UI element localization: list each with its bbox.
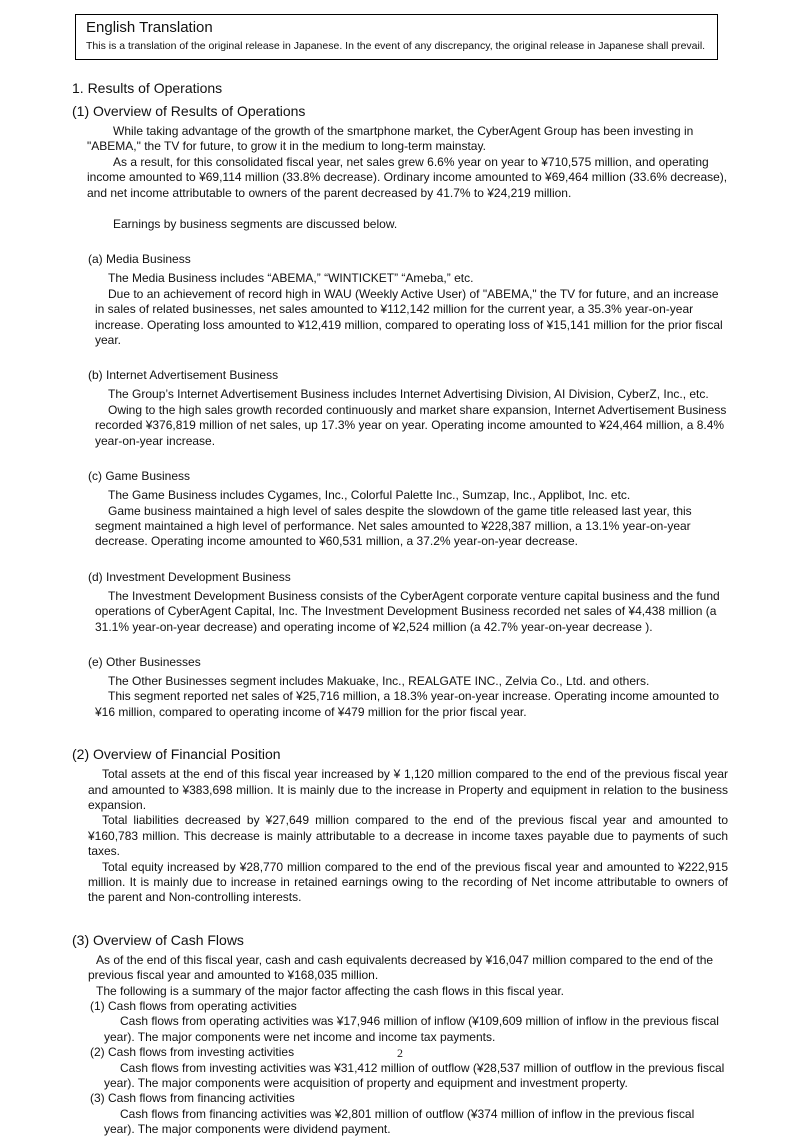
cash-flow-item-heading: (2) Cash flows from investing activities <box>90 1045 295 1060</box>
subsection-heading-overview: (1) Overview of Results of Operations <box>72 103 306 119</box>
segment-paragraph: Owing to the high sales growth recorded continuously and market share expansion, Internet Advertisement Business recorded ¥376,819 million of net sales, up 17.3% year on year. Operating income amounted to ¥24,464 million, a 8.4% year-on-year increase. <box>95 402 727 448</box>
cash-flow-item-body: Cash flows from operating activities was ¥17,946 million of inflow (¥109,609 million of inflow in the previous fiscal year). The major components were net income and income tax payments. <box>104 1014 719 1044</box>
segment-media <box>72 252 728 348</box>
segment-paragraph: The Other Businesses segment includes Makuake, Inc., REALGATE INC., Zelvia Co., Ltd. and others. <box>108 673 650 688</box>
segment-heading: (e) Other Businesses <box>88 654 201 669</box>
cash-flow-item-operating <box>72 999 728 1045</box>
segment-other-businesses <box>72 655 728 720</box>
segment-paragraph: The Game Business includes Cygames, Inc., Colorful Palette Inc., Sumzap, Inc., Applibot, Inc. etc. <box>108 488 631 503</box>
translation-note: This is a translation of the original release in Japanese. In the event of any discrepancy, the original release in Japanese shall prevail. <box>86 40 706 52</box>
segment-internet-advertisement <box>72 368 728 449</box>
segment-paragraph: Due to an achievement of record high in WAU (Weekly Active User) of "ABEMA," the TV for future, and an increase in sales of related businesses, net sales amounted to ¥112,142 million for the current year, a 35.3% year-on-year increase. Operating loss amounted to ¥12,419 million, compared to operating loss of ¥15,141 million for the prior fiscal year. <box>95 286 723 348</box>
segment-game <box>72 469 728 550</box>
cash-flow-item-body: Cash flows from financing activities was ¥2,801 million of outflow (¥374 million of inflow in the previous fiscal year). The major components were dividend payment. <box>104 1106 695 1137</box>
segment-paragraph: This segment reported net sales of ¥25,716 million, a 18.3% year-on-year increase. Operating income amounted to ¥16 million, compared to operating income of ¥479 million for the prior fiscal year. <box>95 689 720 719</box>
subsection-heading-cash-flows: (3) Overview of Cash Flows <box>72 931 244 948</box>
segment-paragraph: The Media Business includes “ABEMA,” “WINTICKET” “Ameba,” etc. <box>108 271 474 286</box>
financial-position-paragraph: Total equity increased by ¥28,770 million compared to the end of the previous fiscal year and amounted to ¥222,915 million. It is mainly due to increase in retained earnings owing to the recording of Net income attributable to owners of the parent and Non-controlling interests. <box>88 859 728 905</box>
segment-heading: (d) Investment Development Business <box>88 569 291 584</box>
segment-heading: (a) Media Business <box>88 252 191 267</box>
segment-paragraph: Game business maintained a high level of sales despite the slowdown of the game title released last year, this segment maintained a high level of performance. Net sales amounted to ¥228,387 million, a 13.1% year-on-year decrease. Operating income amounted to ¥60,531 million, a 37.2% year-on-year decrease. <box>95 503 692 549</box>
overview-paragraph: Earnings by business segments are discussed below. <box>113 217 398 232</box>
subsection-heading-financial-position: (2) Overview of Financial Position <box>72 746 281 763</box>
segment-heading: (c) Game Business <box>88 469 191 484</box>
overview-paragraph: As a result, for this consolidated fiscal year, net sales grew 6.6% year on year to ¥710,575 million, and operating income amounted to ¥69,114 million (33.8% decrease). Ordinary income amounted to ¥69,464 million (33.6% decrease), and net income attributable to owners of the parent decreased by 41.7% to ¥24,219 million. <box>87 154 728 200</box>
cash-flow-item-heading: (3) Cash flows from financing activities <box>90 1091 295 1106</box>
cash-flow-item-heading: (1) Cash flows from operating activities <box>90 999 297 1014</box>
translation-title: English Translation <box>86 19 213 36</box>
segment-paragraph: The Group’s Internet Advertisement Business includes Internet Advertising Division, AI Division, CyberZ, Inc., etc. <box>108 387 709 402</box>
page-number: 2 <box>397 1046 403 1060</box>
section-heading-results: 1. Results of Operations <box>72 80 223 96</box>
segment-heading: (b) Internet Advertisement Business <box>88 368 279 383</box>
financial-position-paragraph: Total assets at the end of this fiscal year increased by ¥ 1,120 million compared to the end of the previous fiscal year and amounted to ¥383,698 million. It is mainly due to the increase in Property and equipment in relation to the business expansion. <box>88 767 728 812</box>
cash-flows-intro: As of the end of this fiscal year, cash and cash equivalents decreased by ¥16,047 million compared to the end of the previous fiscal year and amounted to ¥168,035 million. <box>88 952 714 983</box>
segment-paragraph: The Investment Development Business consists of the CyberAgent corporate venture capital business and the fund operations of CyberAgent Capital, Inc. The Investment Development Business recorded net sales of ¥4,438 million (a 31.1% year-on-year decrease) and operating income of ¥2,524 million (a 42.7% year-on-year decrease ). <box>95 588 720 634</box>
cash-flows-intro: The following is a summary of the major factor affecting the cash flows in this fiscal year. <box>96 983 564 998</box>
segment-investment-development <box>72 570 728 635</box>
overview-paragraph: While taking advantage of the growth of the smartphone market, the CyberAgent Group has been investing in "ABEMA," the TV for future, to grow it in the medium to long-term mainstay. <box>87 124 694 154</box>
translation-header-box <box>75 14 718 60</box>
financial-position-paragraph: Total liabilities decreased by ¥27,649 million compared to the end of the previous fiscal year and amounted to ¥160,783 million. This decrease is mainly attributable to a decrease in income taxes payable due to payments of such taxes. <box>88 813 728 859</box>
cash-flow-item-body: Cash flows from investing activities was ¥31,412 million of outflow (¥28,537 million of outflow in the previous fiscal year). The major components were acquisition of property and equipment and investment property. <box>104 1060 725 1091</box>
